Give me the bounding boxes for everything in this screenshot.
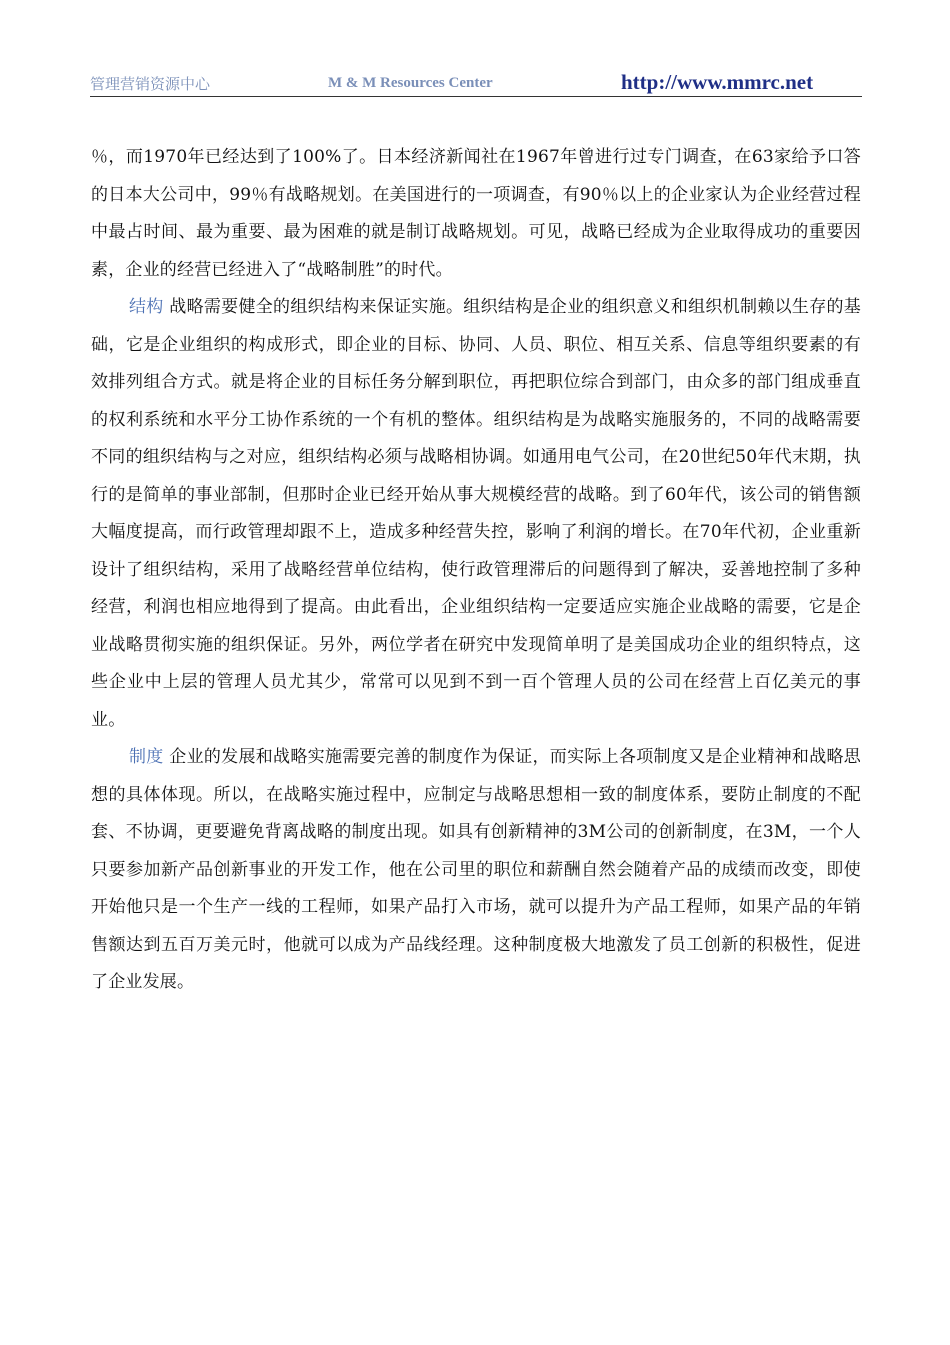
section-keyword-structure: 结构 [129, 297, 164, 317]
page-header [90, 70, 862, 97]
paragraph-system [91, 739, 861, 1002]
paragraph-text: 战略需要健全的组织结构来保证实施。组织结构是企业的组织意义和组织机制赖以生存的基础，它是企业组织的构成形式，即企业的目标、协同、人员、职位、相互关系、信息等组织要素的有效排列组合方式。就是将企业的目标任务分解到职位，再把职位综合到部门，由众多的部门组成垂直的权利系统和水平分工协作系统的一个有机的整体。组织结构是为战略实施服务的，不同的战略需要不同的组织结构与之对应，组织结构必须与战略相协调。如通用电气公司，在20世纪50年代末期，执行的是简单的事业部制，但那时企业已经开始从事大规模经营的战略。到了60年代，该公司的销售额大幅度提高，而行政管理却跟不上，造成多种经营失控，影响了利润的增长。在70年代初，企业重新设计了组织结构，采用了战略经营单位结构，使行政管理滞后的问题得到了解决，妥善地控制了多种经营，利润也相应地得到了提高。由此看出，企业组织结构一定要适应实施企业战略的需要，它是企业战略贯彻实施的组织保证。另外，两位学者在研究中发现简单明了是美国成功企业的组织特点，这些企业中上层的管理人员尤其少，常常可以见到不到一百个管理人员的公司在经营上百亿美元的事业。 [91, 297, 861, 730]
document-body [91, 139, 861, 1002]
header-website-link[interactable]: http://www.mmrc.net [621, 70, 814, 94]
header-center-title: M & M Resources Center [328, 75, 493, 91]
section-keyword-system: 制度 [129, 747, 164, 767]
paragraph-structure [91, 289, 861, 739]
paragraph-text: 企业的发展和战略实施需要完善的制度作为保证，而实际上各项制度又是企业精神和战略思想的具体体现。所以，在战略实施过程中，应制定与战略思想相一致的制度体系，要防止制度的不配套、不协调，更要避免背离战略的制度出现。如具有创新精神的3M公司的创新制度，在3M，一个人只要参加新产品创新事业的开发工作，他在公司里的职位和薪酬自然会随着产品的成绩而改变，即使开始他只是一个生产一线的工程师，如果产品打入市场，就可以提升为产品工程师，如果产品的年销售额达到五百万美元时，他就可以成为产品线经理。这种制度极大地激发了员工创新的积极性，促进了企业发展。 [91, 747, 861, 992]
paragraph-intro-continued [91, 139, 861, 289]
paragraph-text: ％，而1970年已经达到了100%了。日本经济新闻社在1967年曾进行过专门调查，在63家给予口答的日本大公司中，99％有战略规划。在美国进行的一项调查，有90％以上的企业家认为企业经营过程中最占时间、最为重要、最为困难的就是制订战略规划。可见，战略已经成为企业取得成功的重要因素，企业的经营已经进入了“战略制胜”的时代。 [91, 147, 861, 280]
header-org-name: 管理营销资源中心 [90, 75, 211, 93]
